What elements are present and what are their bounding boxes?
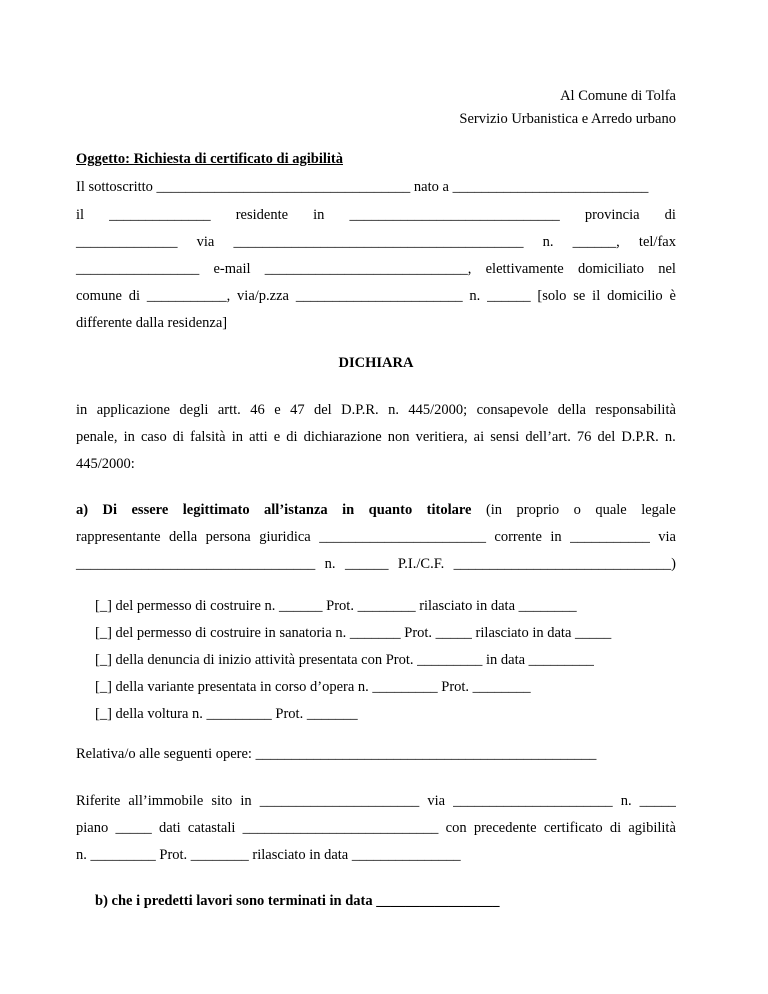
word: di (664, 207, 676, 223)
word: ai (473, 429, 485, 445)
word: piano (76, 820, 109, 836)
word: (in (485, 502, 503, 518)
word: comune (76, 288, 122, 304)
blank: ______________________________) (453, 556, 676, 572)
word: D.P.R. (621, 429, 659, 445)
word: 46 (250, 402, 265, 418)
word: all’immobile (128, 793, 204, 809)
applicant-line-5 (76, 288, 676, 305)
declaration-line-2 (76, 429, 676, 446)
word: giuridica (259, 529, 311, 545)
applicant-line-6: differente dalla residenza] (76, 315, 228, 331)
applicant-line-2 (76, 207, 676, 224)
word: catastali (187, 820, 236, 836)
word: legale (641, 502, 676, 518)
word: in (313, 207, 325, 223)
word: degli (179, 402, 209, 418)
word: proprio (516, 502, 560, 518)
word: precedente (473, 820, 537, 836)
word: n. (388, 402, 399, 418)
word: artt. (217, 402, 241, 418)
word: caso (140, 429, 167, 445)
declaration-line-3: 445/2000: (76, 456, 135, 472)
word: di (286, 429, 298, 445)
word: domicilio (607, 288, 663, 304)
word: certificato (543, 820, 603, 836)
word: sito (211, 793, 233, 809)
word: nel (658, 261, 676, 277)
word: del (314, 402, 332, 418)
word: via (196, 234, 215, 250)
word: titolare (426, 502, 472, 518)
word: via (427, 793, 446, 809)
property-line-1 (76, 793, 676, 810)
section-a-line-2 (76, 529, 676, 546)
recipient-line-1: Al Comune di Tolfa (560, 88, 676, 104)
word: consapevole (476, 402, 549, 418)
option-variant: [_] della variante presentata in corso d’opera n. _________ Prot. ________ (95, 679, 531, 695)
word: sensi (490, 429, 520, 445)
blank: _____ (639, 793, 676, 809)
word: provincia (584, 207, 640, 223)
blank: ______, (572, 234, 620, 250)
recipient-line-2: Servizio Urbanistica e Arredo urbano (459, 111, 676, 127)
blank: ___________________________ (242, 820, 439, 836)
word: quanto (368, 502, 413, 518)
blank: ______________ (76, 234, 178, 250)
word: il (76, 207, 85, 223)
word: residente (235, 207, 289, 223)
declaration-line-1 (76, 402, 676, 419)
blank: _________________________________ (76, 556, 316, 572)
blank: ______ (487, 288, 531, 304)
word: il (592, 288, 601, 304)
word: non (387, 429, 410, 445)
word: in (123, 429, 135, 445)
word: e (273, 429, 281, 445)
word: in (231, 429, 243, 445)
word: in (76, 402, 88, 418)
word: all’istanza (264, 502, 328, 518)
section-a-line-1 (76, 502, 676, 519)
word: in (550, 529, 562, 545)
option-building-permit: [_] del permesso di costruire n. ______ Prot. ________ rilasciato in data ________ (95, 598, 577, 614)
word: della (557, 402, 586, 418)
word: n. (664, 429, 676, 445)
property-line-3: n. _________ Prot. ________ rilasciato in data _______________ (76, 847, 461, 863)
blank: ________________________________________ (233, 234, 524, 250)
blank: _______________________ (295, 288, 463, 304)
word: 445/2000; (408, 402, 468, 418)
word: n. (469, 288, 481, 304)
blank: ___________ (570, 529, 650, 545)
word: in (342, 502, 355, 518)
blank: ______ (344, 556, 389, 572)
works-line: Relativa/o alle seguenti opere: _______________________________________________ (76, 746, 597, 762)
blank: _____________________________ (349, 207, 560, 223)
word: 47 (290, 402, 305, 418)
option-amnesty-permit: [_] del permesso di costruire in sanatoria n. _______ Prot. _____ rilasciato in data _____ (95, 625, 612, 641)
word: del (597, 429, 616, 445)
word: D.P.R. (341, 402, 379, 418)
word: in (240, 793, 252, 809)
section-a-line-3 (76, 556, 676, 573)
word: quale (595, 502, 627, 518)
word: penale, (76, 429, 118, 445)
word: essere (131, 502, 169, 518)
blank: _____ (115, 820, 152, 836)
word: tel/fax (638, 234, 676, 250)
word: dell’art. (525, 429, 571, 445)
applicant-line-4 (76, 261, 676, 278)
word: dati (158, 820, 181, 836)
blank: ___________, (146, 288, 231, 304)
word: rappresentante (76, 529, 161, 545)
property-line-2 (76, 820, 676, 837)
section-b-line: b) che i predetti lavori sono terminati in data _________________ (95, 893, 500, 909)
word: di (609, 820, 622, 836)
word: di (128, 288, 141, 304)
word: elettivamente (485, 261, 564, 277)
word: di (172, 429, 185, 445)
subject-heading: Oggetto: Richiesta di certificato di agibilità (76, 151, 343, 167)
word: falsità (190, 429, 226, 445)
blank: _________________ (76, 261, 200, 277)
word: persona (205, 529, 251, 545)
word: applicazione (96, 402, 170, 418)
blank: ____________________________, (264, 261, 472, 277)
word: responsabilità (595, 402, 676, 418)
word: dichiarazione (303, 429, 382, 445)
word: se (573, 288, 586, 304)
word: o (573, 502, 581, 518)
blank: _______________________ (319, 529, 486, 545)
blank: ______________ (109, 207, 211, 223)
word: domiciliato (577, 261, 645, 277)
word: della (169, 529, 198, 545)
word: atti (249, 429, 268, 445)
word: P.I./C.F. (397, 556, 445, 572)
word: Riferite (76, 793, 121, 809)
word: e-mail (213, 261, 251, 277)
word: è (669, 288, 676, 304)
word: con (445, 820, 467, 836)
word: via (658, 529, 676, 545)
word: e (274, 402, 281, 418)
word: n. (620, 793, 632, 809)
word: Di (102, 502, 118, 518)
applicant-line-3 (76, 234, 676, 251)
word: agibilità (628, 820, 676, 836)
word: n. (324, 556, 336, 572)
word: corrente (494, 529, 542, 545)
word: [solo (537, 288, 567, 304)
word: legittimato (182, 502, 250, 518)
word: veritiera, (415, 429, 468, 445)
blank: ______________________ (259, 793, 420, 809)
applicant-line-1: Il sottoscritto ___________________________________ nato a ___________________________ (76, 179, 649, 195)
declaration-title: DICHIARA (338, 355, 414, 371)
word: n. (542, 234, 554, 250)
option-dia: [_] della denuncia di inizio attività presentata con Prot. _________ in data _________ (95, 652, 594, 668)
word: a) (76, 502, 89, 518)
option-voltura: [_] della voltura n. _________ Prot. _______ (95, 706, 358, 722)
word: 76 (576, 429, 592, 445)
blank: ______________________ (453, 793, 613, 809)
word: via/p.zza (237, 288, 289, 304)
